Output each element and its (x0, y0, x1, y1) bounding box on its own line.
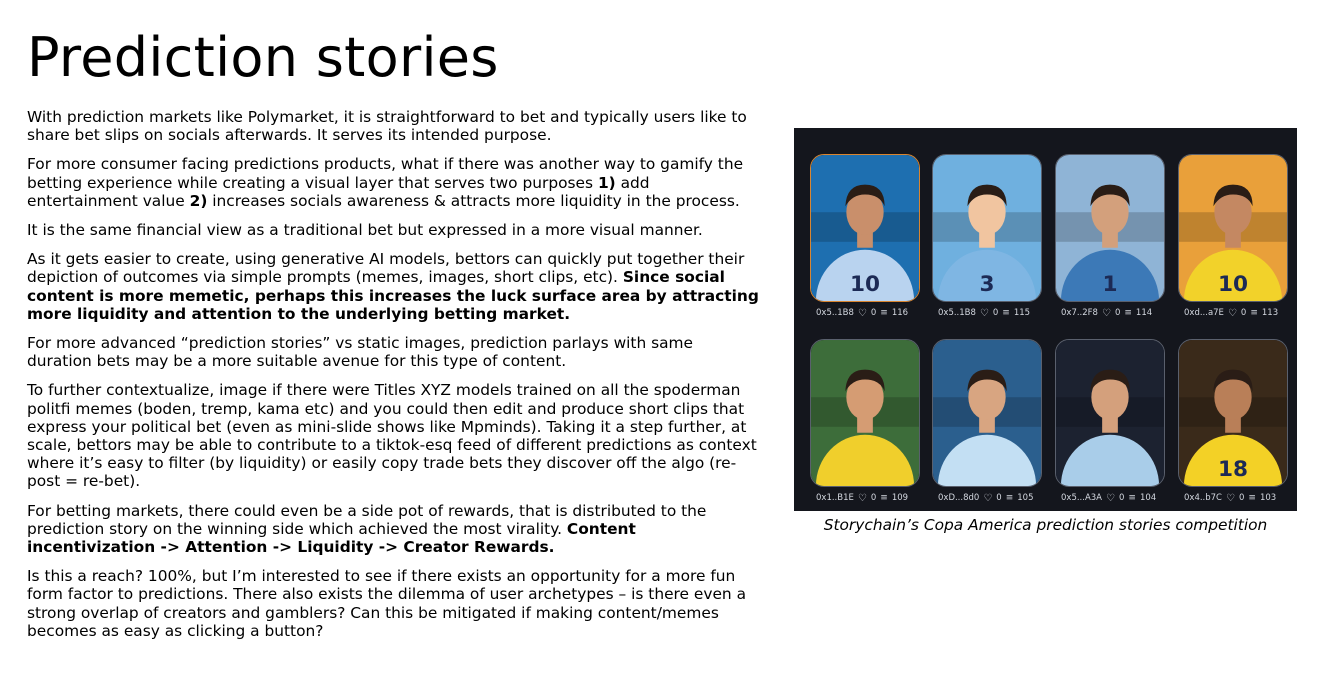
like-count: 0 (996, 493, 1002, 503)
text-run: add entertainment value (27, 173, 650, 210)
like-count: 0 (870, 493, 877, 503)
heart-icon[interactable]: ♡ (857, 492, 867, 504)
creator-address: 0xd...a7E (1184, 308, 1224, 318)
like-count: 0 (1118, 493, 1125, 503)
heart-icon[interactable]: ♡ (983, 492, 993, 504)
like-count: 0 (1114, 308, 1121, 318)
heart-icon[interactable]: ♡ (979, 307, 989, 319)
creator-address: 0x4..b7C (1184, 493, 1222, 503)
text-run: For more advanced “prediction stories” vs static images, prediction parlays with same duration bets may be a more suitable avenue for this type of content. (27, 334, 694, 371)
story-card[interactable] (1055, 339, 1165, 487)
story-card-stats (1184, 306, 1304, 320)
bold-text-run: Since social content is more memetic, perhaps this increases the luck surface area by attracting more liquidity and attention to the underlying betting market. (27, 268, 759, 323)
body-paragraph (27, 155, 762, 210)
list-icon: ≡ (1128, 493, 1136, 503)
bold-text-run: 2) (189, 191, 208, 210)
creator-address: 0x1..B1E (816, 493, 854, 503)
text-run: With prediction markets like Polymarket, it is straightforward to bet and typically users like to share bet slips on socials afterwards. It serves its intended purpose. (27, 108, 747, 145)
player-illustration (933, 340, 1041, 486)
heart-icon[interactable]: ♡ (1227, 307, 1237, 319)
story-count: 109 (891, 493, 909, 503)
creator-address: 0x5..1B8 (938, 308, 976, 318)
body-paragraph (27, 502, 762, 557)
jersey-number: 1 (1102, 272, 1118, 298)
player-illustration (1179, 340, 1287, 486)
jersey-number: 10 (1217, 272, 1249, 298)
bold-text-run: Content incentivization -> Attention -> Liquidity -> Creator Rewards. (27, 519, 636, 557)
story-card-stats (1061, 491, 1181, 505)
player-illustration (1056, 155, 1164, 301)
story-card[interactable] (1178, 154, 1288, 302)
text-run: As it gets easier to create, using generative AI models, bettors can quickly put together their depiction of outcomes via simple prompts (memes, images, short clips, etc). (27, 250, 745, 287)
list-icon: ≡ (1250, 308, 1258, 318)
player-illustration (1179, 155, 1287, 301)
prediction-stories-gallery (794, 128, 1297, 511)
story-count: 105 (1017, 493, 1034, 503)
like-count: 0 (992, 308, 999, 318)
body-paragraph (27, 250, 762, 323)
player-illustration (811, 155, 919, 301)
body-paragraph (27, 381, 762, 490)
body-paragraph (27, 108, 762, 144)
like-count: 0 (1240, 308, 1247, 318)
body-paragraph (27, 221, 762, 239)
story-card[interactable] (1178, 339, 1288, 487)
story-card[interactable] (810, 154, 920, 302)
text-run: Is this a reach? 100%, but I’m interested to see if there exists an opportunity for a more fun form factor to predictions. There also exists the dilemma of user archetypes – is there even a strong overlap of creators and gamblers? Can this be mitigated if making content/memes becomes as easy as clicking a button? (27, 567, 747, 640)
jersey-number: 3 (979, 272, 995, 298)
creator-address: 0x5..1B8 (816, 308, 854, 318)
heart-icon[interactable]: ♡ (1226, 492, 1235, 504)
text-run: To further contextualize, image if there were Titles XYZ models trained on all the spoderman politfi memes (boden, tremp, kama etc) and you could then edit and produce short clips that express your political bet (even as mini-slide shows like Mpminds). Taking it a step further, at scale, bettors may be able to contribute to a tiktok-esq feed of different predictions as context where it’s easy to filter (by liquidity) or easily copy trade bets they discover off the algo (re-post = re-bet). (27, 381, 757, 491)
jersey-number: 18 (1217, 457, 1249, 483)
creator-address: 0xD...8d0 (938, 493, 980, 503)
slide-title: Prediction stories (27, 26, 499, 89)
story-card[interactable] (810, 339, 920, 487)
list-icon: ≡ (1005, 493, 1014, 503)
jersey-number: 10 (849, 272, 881, 298)
list-icon: ≡ (1248, 493, 1256, 503)
player-illustration (933, 155, 1041, 301)
story-card-stats (816, 306, 936, 320)
list-icon: ≡ (880, 308, 888, 318)
text-run: It is the same financial view as a traditional bet but expressed in a more visual manner. (27, 221, 703, 240)
story-card-stats (1184, 491, 1304, 505)
heart-icon[interactable]: ♡ (857, 307, 867, 319)
figure-caption: Storychain’s Copa America prediction stories competition (823, 516, 1268, 534)
list-icon: ≡ (880, 493, 888, 503)
story-card[interactable] (932, 154, 1042, 302)
story-count: 115 (1013, 308, 1031, 318)
like-count: 0 (1238, 493, 1245, 503)
text-run: increases socials awareness & attracts more liquidity in the process. (207, 191, 740, 210)
story-count: 116 (891, 308, 909, 318)
heart-icon[interactable]: ♡ (1106, 492, 1115, 504)
slide-body (27, 108, 762, 651)
bold-text-run: 1) (597, 173, 616, 192)
story-card-stats (938, 306, 1058, 320)
story-card-stats (1061, 306, 1181, 320)
like-count: 0 (870, 308, 877, 318)
text-run: For betting markets, there could even be a side pot of rewards, that is distributed to the prediction story on the winning side which achieved the most virality. (27, 501, 707, 538)
story-count: 113 (1261, 308, 1279, 318)
heart-icon[interactable]: ♡ (1101, 307, 1111, 319)
body-paragraph (27, 334, 762, 370)
story-card[interactable] (932, 339, 1042, 487)
creator-address: 0x7..2F8 (1061, 308, 1098, 318)
list-icon: ≡ (1124, 308, 1132, 318)
story-count: 114 (1135, 308, 1153, 318)
player-illustration (811, 340, 919, 486)
text-run: For more consumer facing predictions products, what if there was another way to gamify the betting experience while creating a visual layer that serves two purposes (27, 155, 744, 192)
story-count: 103 (1259, 493, 1277, 503)
list-icon: ≡ (1002, 308, 1010, 318)
story-count: 104 (1139, 493, 1157, 503)
body-paragraph (27, 567, 762, 640)
story-card-stats (816, 491, 936, 505)
story-card[interactable] (1055, 154, 1165, 302)
player-illustration (1056, 340, 1164, 486)
creator-address: 0x5...A3A (1061, 493, 1102, 503)
story-card-stats (938, 491, 1058, 505)
